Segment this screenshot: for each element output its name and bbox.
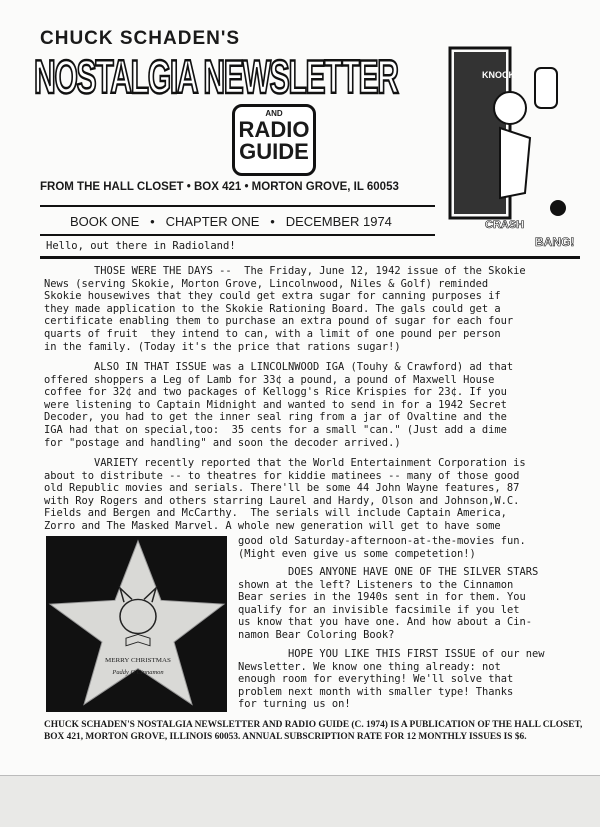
- paragraph-also-in-that-issue: ALSO IN THAT ISSUE was a LINCOLNWOOD IGA (Touhy & Crawford) ad that offered shoppers a Leg of Lamb for 33¢ a pound, a pound of Maxwell House coffee for 32¢ and two packages of Kellogg's Rice Krispies for 23¢. If you were listening to Captain Midnight and wanted to send in for a 1942 Secret Decoder, you had to get the inner seal ring from a jar of Ovaltine and the IGA had that on special,too: 35 cents for a small "can." (Just add a dime for "postage and handling" and soon the decoder arrived.): [44, 361, 514, 449]
- divider: [40, 205, 435, 207]
- paragraph-variety-cont: good old Saturday-afternoon-at-the-movies fun. (Might even give us some competetion!): [238, 535, 526, 560]
- greeting: Hello, out there in Radioland!: [46, 240, 236, 252]
- masthead-address: FROM THE HALL CLOSET • BOX 421 • MORTON GROVE, IL 60053: [40, 181, 399, 193]
- paragraph-those-were-the-days: THOSE WERE THE DAYS -- The Friday, June 12, 1942 issue of the Skokie News (serving Skokie, Morton Grove, Lincolnwood, Niles & Golf) reminded Skokie housewives that they could get extra sugar for canning purposes if they made application to the Skokie Rationing Board. The gals could get a certificate enabling them to purchase an extra pound of sugar for each four quarts of fruit they intend to can, with a limit of one pound per person in the family. (Today it's the price that rations sugar!): [44, 265, 526, 353]
- paragraph-hope-you-like: HOPE YOU LIKE THIS FIRST ISSUE of our new Newsletter. We know one thing already: not enough room for everything! We'll solve that problem next month with smaller type! Thanks for turning us on!: [238, 648, 545, 711]
- bang-text: BANG!: [535, 235, 575, 249]
- radio-guide-box: [232, 104, 316, 176]
- masthead-byline: CHUCK SCHADEN'S: [40, 28, 241, 49]
- silver-star-photo: [46, 536, 227, 712]
- publication-footer: CHUCK SCHADEN'S NOSTALGIA NEWSLETTER AND RADIO GUIDE (C. 1974) IS A PUBLICATION OF THE HALL CLOSET, BOX 421, MORTON GROVE, ILLINOIS 60053. ANNUAL SUBSCRIPTION RATE FOR 12 MONTHLY ISSUES IS $6.: [44, 720, 583, 742]
- crash-text: CRASH: [485, 219, 525, 231]
- masthead-title: NOSTALGIA NEWSLETTER: [34, 50, 398, 103]
- star-text-signature: Paddy O'Cinnamon: [112, 669, 164, 677]
- radio-label: RADIO: [238, 117, 310, 142]
- thick-divider: [40, 256, 580, 259]
- scan-background: [0, 775, 600, 827]
- and-label: AND: [265, 109, 283, 118]
- divider: [40, 234, 435, 236]
- cartoon-illustration: [440, 28, 580, 252]
- paragraph-silver-stars: DOES ANYONE HAVE ONE OF THE SILVER STARS shown at the left? Listeners to the Cinnamon Bear series in the 1940s sent in for them. You qualify for an invisible facsimile if you let us know that you have one. And how about a Cin- namon Bear Coloring Book?: [238, 566, 539, 641]
- paragraph-variety: VARIETY recently reported that the World Entertainment Corporation is about to distribute -- to theatres for kiddie matinees -- many of those good old Republic movies and serials. There'll be some 44 John Wayne features, 87 with Roy Rogers and others starring Laurel and Hardy, Olson and Johnson,W.C. Fields and Bergen and McCarthy. The serials will include Captain America, Zorro and The Masked Marvel. A whole new generation will get to have some: [44, 457, 526, 532]
- knock-text: KNOCK: [482, 70, 515, 80]
- issue-line: BOOK ONE • CHAPTER ONE • DECEMBER 1974: [70, 214, 392, 229]
- star-text-merry-christmas: MERRY CHRISTMAS: [105, 656, 171, 664]
- guide-label: GUIDE: [239, 139, 309, 164]
